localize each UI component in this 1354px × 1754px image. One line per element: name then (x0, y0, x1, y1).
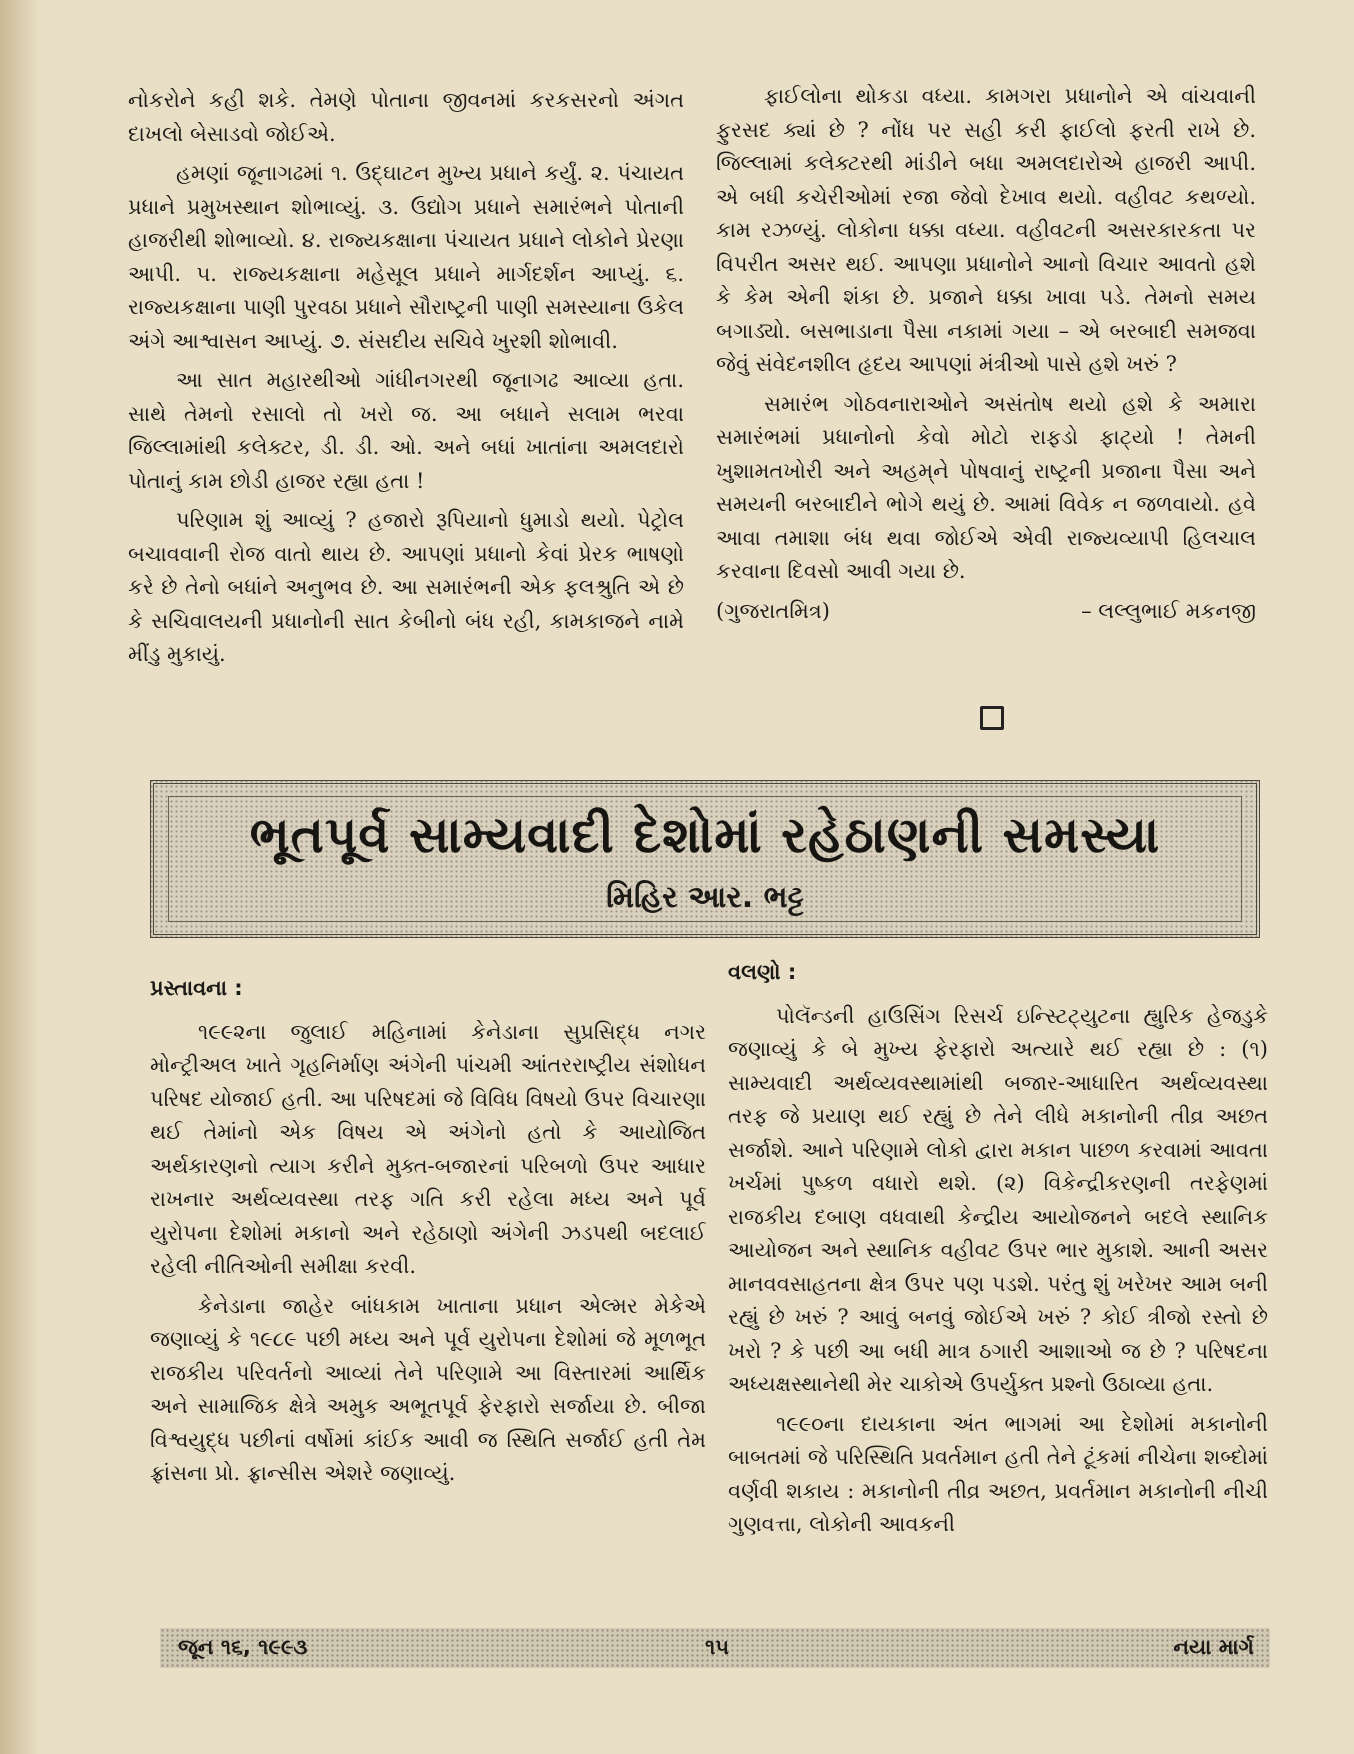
section-heading: વલણો : (728, 960, 797, 984)
page-edge-shadow (0, 0, 40, 1754)
section-heading: પ્રસ્તાવના : (150, 976, 243, 1000)
article-title-banner (150, 780, 1260, 938)
issue-date: જૂન ૧૬, ૧૯૯૩ (178, 1635, 308, 1659)
paragraph: ૧૯૯૦ના દાયકાના અંત ભાગમાં આ દેશોમાં મકાનોની બાબતમાં જે પરિસ્થિતિ પ્રવર્તમાન હતી તેને ટૂંકમાં નીચેના શબ્દોમાં વર્ણવી શકાય : મકાનોની તીવ્ર અછત, પ્રવર્તમાન મકાનોની નીચી ગુણવત્તા, લોકોની આવકની (728, 1411, 1268, 1536)
paragraph: ફાઈલોના થોકડા વધ્યા. કામગરા પ્રધાનોને એ વાંચવાની ફુરસદ ક્યાં છે ? નોંધ પર સહી કરી ફાઈલો ફરતી રાખે છે. જિલ્લામાં કલેક્ટરથી માંડીને બધા અમલદારોએ હાજરી આપી. એ બધી કચેરીઓમાં રજા જેવો દેખાવ થયો. વહીવટ કથળ્યો. કામ રઝળ્યું. લોકોના ધક્કા વધ્યા. વહીવટની અસરકારકતા પર વિપરીત અસર થઈ. આપણા પ્રધાનોને આનો વિચાર આવતો હશે કે કેમ એની શંકા છે. પ્રજાને ધક્કા ખાવા પડે. તેમનો સમય બગાડ્યો. બસભાડાના પૈસા નકામાં ગયા – એ બરબાદી સમજવા જેવું સંવેદનશીલ હૃદય આપણાં મંત્રીઓ પાસે હશે ખરું ? (716, 84, 1256, 376)
attribution-row (716, 595, 1256, 629)
end-of-article-mark (980, 706, 1004, 730)
page-number: ૧૫ (705, 1635, 730, 1659)
paragraph: પોલૅન્ડની હાઉસિંગ રિસર્ચ ઇન્સ્ટિટ્યુટના હ્યુરિક હેજડુકે જણાવ્યું કે બે મુખ્ય ફેરફારો અત્યારે થઈ રહ્યા છે : (૧) સામ્યવાદી અર્થવ્યવસ્થામાંથી બજાર-આધારિત અર્થવ્યવસ્થા તરફ જે પ્રયાણ થઈ રહ્યું છે તેને લીધે મકાનોની તીવ્ર અછત સર્જાશે. આને પરિણામે લોકો દ્વારા મકાન પાછળ કરવામાં આવતા ખર્ચમાં પુષ્કળ વધારો થશે. (૨) વિકેન્દ્રીકરણની તરફેણમાં રાજકીય દબાણ વધવાથી કેન્દ્રીય આયોજનને બદલે સ્થાનિક આયોજન અને સ્થાનિક વહીવટ ઉપર ભાર મુકાશે. આની અસર માનવવસાહતના ક્ષેત્ર ઉપર પણ પડશે. પરંતુ શું ખરેખર આમ બની રહ્યું છે ખરું ? આવું બનવું જોઈએ ખરું ? કોઈ ત્રીજો રસ્તો છે ખરો ? કે પછી આ બધી માત્ર ઠગારી આશાઓ જ છે ? પરિષદના અધ્યક્ષસ્થાનેથી મેર ચાકોએ ઉપર્યુક્ત પ્રશ્નો ઉઠાવ્યા હતા. (728, 1003, 1268, 1396)
source-label: (ગુજરાતમિત્ર) (716, 598, 830, 623)
paragraph: સમારંભ ગોઠવનારાઓને અસંતોષ થયો હશે કે અમારા સમારંભમાં પ્રધાનોનો કેવો મોટો રાફડો ફાટ્યો ! તેમની ખુશામતખોરી અને અહમ્‌ને પોષવાનું રાષ્ટ્રની પ્રજાના પૈસા અને સમયની બરબાદીને ભોગે થયું છે. આમાં વિવેક ન જળવાયો. હવે આવા તમાશા બંધ થવા જોઈએ એવી રાજ્યવ્યાપી હિલચાલ કરવાના દિવસો આવી ગયા છે. (716, 391, 1256, 583)
paragraph: પરિણામ શું આવ્યું ? હજારો રૂપિયાનો ધુમાડો થયો. પેટ્રોલ બચાવવાની રોજ વાતો થાય છે. આપણાં પ્રધાનો કેવાં પ્રેરક ભાષણો કરે છે તેનો બધાંને અનુભવ છે. આ સમારંભની એક ફલશ્રુતિ એ છે કે સચિવાલયની પ્રધાનોની સાત કેબીનો બંધ રહી, કામકાજને નામે મીંડુ મુકાયું. (128, 508, 684, 666)
author-signature: – લલ્લુભાઈ મકનજી (1081, 598, 1256, 623)
paragraph: આ સાત મહારથીઓ ગાંધીનગરથી જૂનાગઢ આવ્યા હતા. સાથે તેમનો રસાલો તો ખરો જ. આ બધાને સલામ ભરવા જિલ્લામાંથી કલેક્ટર, ડી. ડી. ઓ. અને બધાં ખાતાંના અમલદારો પોતાનું કામ છોડી હાજર રહ્યા હતા ! (128, 368, 684, 493)
page-footer (160, 1628, 1270, 1668)
article-title: ભૂતપૂર્વ સામ્યવાદી દેશોમાં રહેઠાણની સમસ્યા (249, 806, 1161, 864)
bottom-right-column (728, 956, 1268, 1624)
paragraph: નોકરોને કહી શકે. તેમણે પોતાના જીવનમાં કરકસરનો અંગત દાખલો બેસાડવો જોઈએ. (128, 88, 684, 146)
magazine-name: નયા માર્ગ (1173, 1635, 1254, 1659)
paragraph: હમણાં જૂનાગઢમાં ૧. ઉદ્‌ઘાટન મુખ્ય પ્રધાને કર્યું. ૨. પંચાયત પ્રધાને પ્રમુખસ્થાન શોભાવ્યું. ૩. ઉદ્યોગ પ્રધાને સમારંભને પોતાની હાજરીથી શોભાવ્યો. ૪. રાજ્યકક્ષાના પંચાયત પ્રધાને લોકોને પ્રેરણા આપી. ૫. રાજ્યકક્ષાના મહેસૂલ પ્રધાને માર્ગદર્શન આપ્યું. ૬. રાજ્યકક્ષાના પાણી પુરવઠા પ્રધાને સૌરાષ્ટ્રની પાણી સમસ્યાના ઉકેલ અંગે આશ્વાસન આપ્યું. ૭. સંસદીય સચિવે ખુરશી શોભાવી. (128, 161, 684, 353)
top-left-column (128, 84, 684, 774)
paragraph: ૧૯૯૨ના જુલાઈ મહિનામાં કેનેડાના સુપ્રસિદ્ધ નગર મોન્ટ્રીઅલ ખાતે ગૃહનિર્માણ અંગેની પાંચમી આંતરરાષ્ટ્રીય સંશોધન પરિષદ યોજાઈ હતી. આ પરિષદમાં જે વિવિધ વિષયો ઉપર વિચારણા થઈ તેમાંનો એક વિષય એ અંગેનો હતો કે આયોજિત અર્થકારણનો ત્યાગ કરીને મુક્ત-બજારનાં પરિબળો ઉપર આધાર રાખનાર અર્થવ્યવસ્થા તરફ ગતિ કરી રહેલા મધ્ય અને પૂર્વ યુરોપના દેશોમાં મકાનો અને રહેઠાણો અંગેની ઝડપથી બદલાઈ રહેલી નીતિઓની સમીક્ષા કરવી. (150, 1019, 706, 1278)
article-author: મિહિર આર. ભટ્ટ (606, 880, 804, 915)
top-right-column (716, 80, 1256, 750)
bottom-left-column (150, 972, 706, 1632)
paragraph: કેનેડાના જાહેર બાંધકામ ખાતાના પ્રધાન એલ્મર મેકેએ જણાવ્યું કે ૧૯૮૯ પછી મધ્ય અને પૂર્વ યુરોપના દેશોમાં જે મૂળભૂત રાજકીય પરિવર્તનો આવ્યાં તેને પરિણામે આ વિસ્તારમાં આર્થિક અને સામાજિક ક્ષેત્રે અમુક અભૂતપૂર્વ ફેરફારો સર્જાયા છે. બીજા વિશ્વયુદ્ધ પછીનાં વર્ષોમાં કાંઈક આવી જ સ્થિતિ સર્જાઈ હતી તેમ ફ્રાંસના પ્રો. ફ્રાન્સીસ એશરે જણાવ્યું. (150, 1293, 706, 1485)
